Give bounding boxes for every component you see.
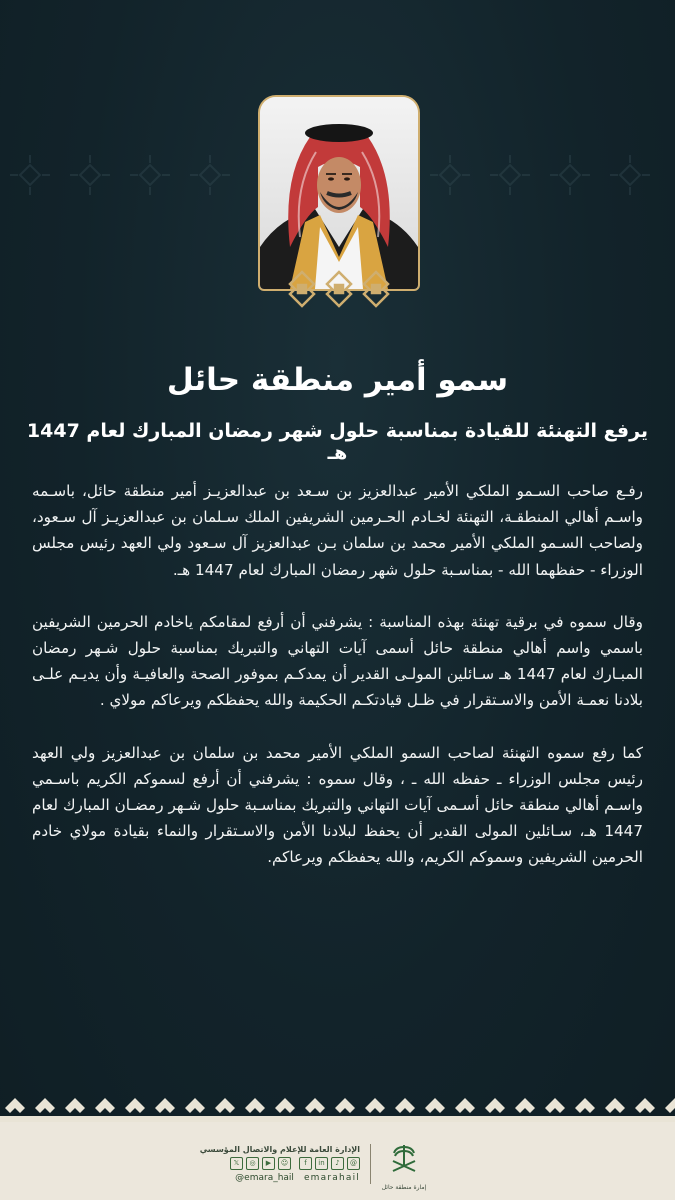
handle-plain[interactable]: emarahail (303, 1172, 360, 1183)
facebook-icon[interactable]: f (299, 1157, 312, 1170)
article-body (32, 478, 643, 897)
footer-text (200, 1145, 360, 1183)
social-icons (230, 1157, 360, 1170)
footer (0, 1122, 675, 1200)
youtube-icon[interactable]: ▶ (262, 1157, 275, 1170)
ornament-icon (287, 268, 317, 308)
paragraph: رفـع صاحب السـمو الملكي الأمير عبدالعزيز بن سـعد بن عبدالعزيـز أمير منطقة حائل، باسـمه واسـم أهالي المنطقـة، التهنئة لخـادم الحـرمين الشريفين الملك سـلمان بن عبدالعزيـز آل سـعود، ولصاحب السـمو الملكي الأمير محمد بن سلمان بـن عبدالعزيز آل سـعود ولي العهد رئيس مجلس الوزراء - حفظهما الله - بمناسـبة حلول شهر رمضان المبارك لعام 1447 هـ. (32, 482, 643, 579)
tiktok-icon[interactable]: ♪ (331, 1157, 344, 1170)
page-subtitle: يرفع التهنئة للقيادة بمناسبة حلول شهر رمضان المبارك لعام 1447 هـ (26, 420, 649, 464)
x-icon[interactable]: 𝕏 (230, 1157, 243, 1170)
linkedin-icon[interactable]: in (315, 1157, 328, 1170)
threads-icon[interactable]: @ (347, 1157, 360, 1170)
emblem-block (381, 1136, 427, 1191)
emblem-icon (381, 1136, 427, 1182)
snapchat-icon[interactable]: ☺ (278, 1157, 291, 1170)
page-title: سمو أمير منطقة حائل (166, 362, 509, 398)
social-group (299, 1157, 360, 1170)
instagram-icon[interactable]: ◎ (246, 1157, 259, 1170)
handle-at[interactable]: @emara_hail (235, 1172, 294, 1183)
ornament-icon (324, 268, 354, 308)
footer-branding (200, 1136, 427, 1191)
social-group (230, 1157, 291, 1170)
bottom-pattern-border (0, 1096, 675, 1122)
paragraph: وقال سموه في برقية تهنئة بهذه المناسبة : يشرفني أن أرفع لمقامكم ياخادم الحرمين الشريفين باسمي واسم أهالي منطقة حائل أسمى آيات التهاني والتبريك بمناسبة حلول شـهر رمضان المبـارك لعام 1447 هـ سـائلين المولـى القدير أن يمدكـم بموفور الصحة والعافيـة وأن يديـم علـى بلادنا نعمـة الأمن والاسـتقرار في ظـل قيادتكـم الحكيمة والله يحفظكم ويرعاكم مولاي . (32, 612, 644, 710)
social-handles (235, 1173, 360, 1183)
department-name: الإدارة العامة للإعلام والاتصال المؤسسي (199, 1144, 360, 1154)
emirate-name: إمارة منطقة حائل (381, 1184, 427, 1191)
footer-divider (370, 1144, 371, 1184)
paragraph: كما رفع سموه التهنئة لصاحب السمو الملكي الأمير محمد بن سلمان بن عبدالعزيز ولي العهد رئيس مجلس الوزراء ـ حفظه الله ـ ، وقال سموه : يشرفني أن أرفع لسموكم الكريم باسـمي واسـم أهالي منطقة حائل أسـمى آيات التهاني والتبريك بمناسـبة حلول شـهر رمضـان المبارك لعام 1447 هـ، سـائلين المولى القدير أن يحفظ لبلادنا الأمن والاسـتقرار والنماء بقيادة مولاي خادم الحرمين الشريفين وسموكم الكريم، والله يحفظكم ويرعاكم. (32, 743, 643, 867)
ornament-icon (361, 268, 391, 308)
prince-portrait (258, 95, 420, 291)
ornament-row (287, 268, 391, 308)
